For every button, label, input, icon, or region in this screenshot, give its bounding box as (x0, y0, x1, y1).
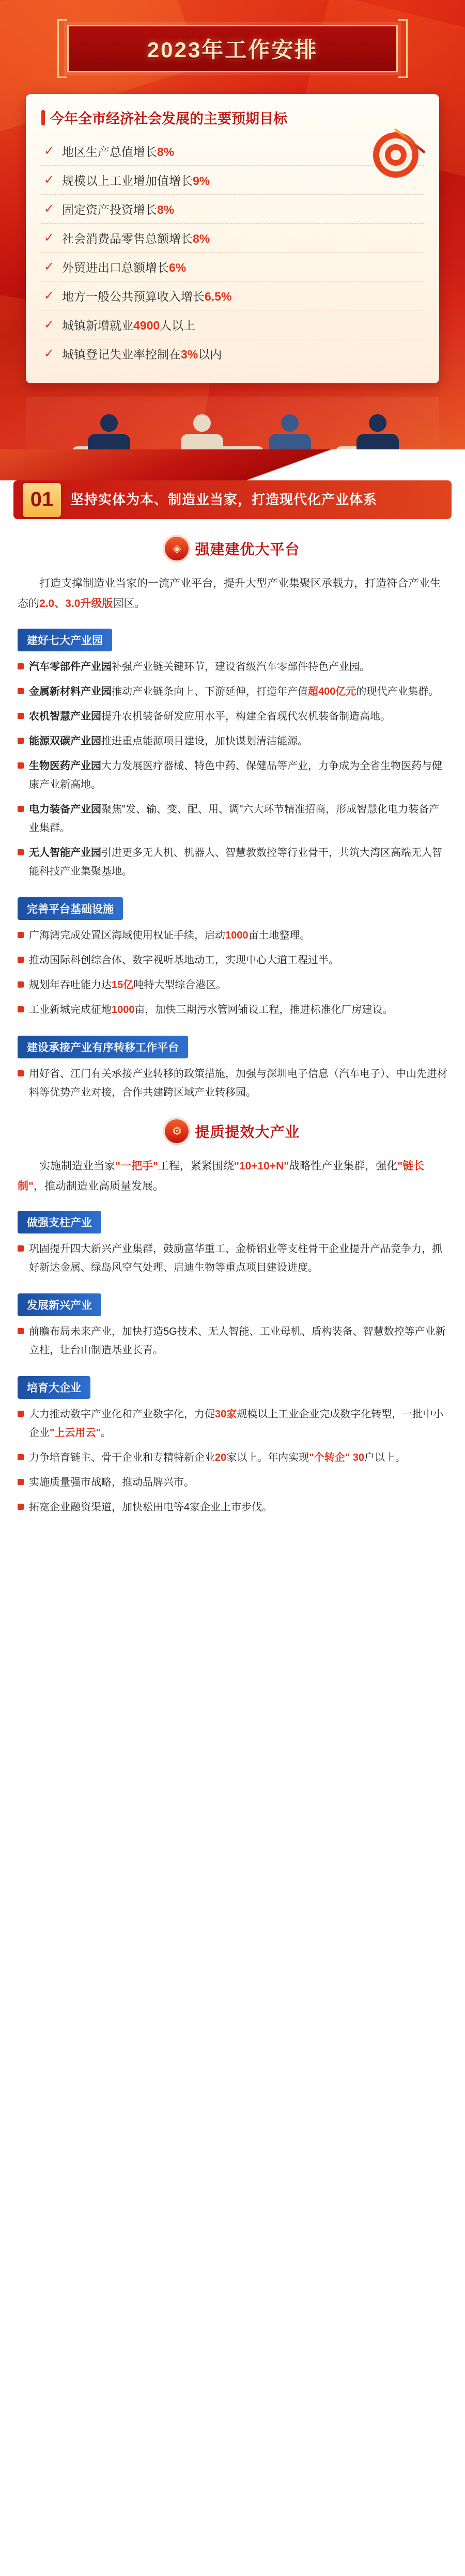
subsection-groups (18, 618, 447, 1102)
list-item (18, 926, 447, 945)
section-header (13, 480, 452, 519)
goals-heading (41, 107, 424, 128)
seal-stamp-icon: ◈ (165, 537, 189, 560)
goal-text: 城镇登记失业率控制在3%以内 (62, 348, 222, 361)
list-item (18, 682, 447, 701)
list-item-text: 前瞻布局未来产业，加快打造5G技术、无人智能、工业母机、盾构装备、智慧数控等产业新立柱，让台山制造基业长青。 (29, 1326, 446, 1356)
goal-row (41, 282, 424, 310)
poster-title: 2023年工作安排 (147, 38, 318, 62)
subsection-lead: 打造支撑制造业当家的一流产业平台，提升大型产业集聚区承载力，打造符合产业生态的2.0、3.0升级版园区。 (18, 577, 441, 610)
check-icon: ✓ (43, 317, 55, 332)
list-item-text: 大力推动数字产业化和产业数字化，力促30家规模以上工业企业完成数字化转型，一批中小企业"上云用云"。 (29, 1409, 444, 1439)
group-tag: 发展新兴产业 (18, 1293, 101, 1316)
bullet-icon (18, 1504, 24, 1510)
list-item (18, 1001, 447, 1019)
highlight-value: "链长制" (18, 1160, 425, 1192)
poster-title-band (67, 25, 398, 72)
list-item-lead-term: 无人智能产业园 (29, 847, 101, 858)
list-item-lead-term: 金属新材料产业园 (29, 685, 112, 697)
goal-value: 4900 (133, 319, 160, 332)
subsection-groups (18, 1200, 447, 1517)
bullet-icon (18, 713, 24, 719)
section-number: 01 (23, 483, 61, 517)
list-item-text: 广海湾完成处置区海域使用权证手续，启动1000亩土地整理。 (29, 929, 311, 941)
bullet-icon (18, 957, 24, 963)
list-item (18, 1473, 447, 1492)
list-item-text: 力争培育链主、骨干企业和专精特新企业20家以上。年内实现"个转企" 30户以上。 (29, 1452, 406, 1464)
bullet-icon (18, 762, 24, 769)
highlight-value: 20 (215, 1452, 227, 1464)
accent-bar-icon (41, 110, 45, 126)
group-tag: 做强支柱产业 (18, 1211, 101, 1234)
list-item-text: 拓宽企业融资渠道，加快松田电等4家企业上市步伐。 (29, 1502, 273, 1513)
list-item (18, 1322, 447, 1360)
bullet-icon (18, 1006, 24, 1012)
people-illustration (26, 397, 439, 449)
list-item (18, 1448, 447, 1467)
bullet-icon (18, 1479, 24, 1485)
bullet-icon (18, 663, 24, 669)
list-item (18, 1065, 447, 1102)
list-item (18, 1405, 447, 1442)
goal-text: 外贸进出口总额增长6% (62, 261, 187, 274)
section-divider (0, 449, 465, 480)
group-tag: 建设承接产业有序转移工作平台 (18, 1036, 188, 1058)
list-item-text: 实施质量强市战略，推动品牌兴市。 (29, 1477, 194, 1489)
highlight-value: 超400亿元 (308, 685, 357, 697)
goal-row (41, 137, 424, 166)
bullet-icon (18, 1245, 24, 1252)
goals-heading-text: 今年全市经济社会发展的主要预期目标 (50, 111, 287, 127)
subsection-lead: 实施制造业当家"一把手"工程，紧紧围绕"10+10+N"战略性产业集群，强化"链长制"，推动制造业高质量发展。 (18, 1160, 425, 1192)
goals-list (41, 137, 424, 368)
highlight-value: 2.0、3.0升级版 (39, 597, 113, 610)
hero-banner (0, 0, 465, 449)
goal-text: 规模以上工业增加值增长9% (62, 174, 210, 188)
list-item-lead-term: 汽车零部件产业园 (29, 661, 112, 673)
list-item (18, 951, 447, 970)
section-title: 坚持实体为本、制造业当家，打造现代化产业体系 (70, 492, 378, 507)
subsection-banner-platform (0, 537, 465, 560)
highlight-value: 15亿 (112, 979, 134, 991)
bullet-icon (18, 688, 24, 694)
highlight-value: 30 (352, 1452, 365, 1464)
list-item-text: 农机智慧产业园提升农机装备研发应用水平，构建全省现代农机装备制造高地。 (29, 710, 391, 722)
goal-row (41, 224, 424, 253)
goal-text: 地区生产总值增长8% (62, 145, 175, 159)
check-icon: ✓ (43, 201, 55, 216)
bullet-icon (18, 981, 24, 988)
goal-text: 社会消费品零售总额增长8% (62, 232, 210, 245)
goal-value: 3% (181, 348, 198, 361)
bullet-icon (18, 1328, 24, 1334)
list-item-text: 工业新城完成征地1000亩，加快三期污水管网铺设工程，推进标准化厂房建设。 (29, 1004, 393, 1016)
bullet-icon (18, 1454, 24, 1460)
bullet-icon (18, 849, 24, 855)
check-icon: ✓ (43, 144, 55, 158)
list-item-text: 规划年吞吐能力达15亿吨特大型综合港区。 (29, 979, 227, 991)
subsection-title: 强建建优大平台 (195, 541, 300, 558)
list-item (18, 757, 447, 794)
goal-text: 地方一般公共预算收入增长6.5% (62, 290, 232, 303)
check-icon: ✓ (43, 173, 55, 187)
check-icon: ✓ (43, 230, 55, 245)
subsection-title: 提质提效大产业 (195, 1123, 300, 1140)
subsection-body-industry (18, 1157, 447, 1517)
list-item-lead-term: 生物医药产业园 (29, 760, 101, 772)
list-item (18, 658, 447, 676)
list-item (18, 707, 447, 726)
goal-value: 6.5% (205, 290, 232, 303)
list-item-text: 生物医药产业园大力发展医疗器械、特色中药、保健品等产业，力争成为全省生物医药与健康产业新高地。 (29, 760, 442, 790)
list-item-text: 金属新材料产业园推动产业链条向上、下游延伸，打造年产值超400亿元的现代产业集群。 (29, 685, 439, 697)
goal-value: 6% (169, 261, 187, 274)
goal-value: 8% (193, 232, 210, 245)
highlight-value: "个转企" (309, 1452, 350, 1464)
list-item-text: 汽车零部件产业园补强产业链关键环节，建设省级汽车零部件特色产业园。 (29, 661, 370, 673)
goal-text: 固定资产投资增长8% (62, 203, 175, 216)
list-item (18, 976, 447, 994)
list-item (18, 800, 447, 837)
goal-row (41, 166, 424, 195)
group-tag: 完善平台基础设施 (18, 897, 123, 920)
list-item-text: 推动国际科创综合体、数字视听基地动工，实现中心大道工程过半。 (29, 954, 339, 966)
bullet-icon (18, 738, 24, 744)
person-figure (88, 414, 130, 449)
list-item-text: 用好省、江门有关承接产业转移的政策措施，加强与深圳电子信息（汽车电子）、中山先进材料等优势产业对接，合作共建跨区域产业转移园。 (29, 1068, 447, 1098)
goals-card (26, 94, 439, 383)
bullet-icon (18, 806, 24, 812)
goal-value: 8% (157, 145, 175, 159)
list-item (18, 1498, 447, 1517)
goal-value: 8% (157, 203, 175, 216)
highlight-value: "一把手" (115, 1160, 158, 1172)
highlight-value: "上云用云" (50, 1427, 101, 1439)
list-item (18, 732, 447, 751)
goal-row (41, 195, 424, 224)
goal-text: 城镇新增就业4900人以上 (62, 319, 196, 332)
content-area (0, 480, 465, 1543)
list-item (18, 844, 447, 881)
list-item (18, 1240, 447, 1277)
bullet-icon (18, 932, 24, 938)
group-tag: 培育大企业 (18, 1376, 90, 1399)
bullet-icon (18, 1411, 24, 1417)
person-figure (181, 414, 223, 449)
person-figure (269, 414, 311, 449)
goal-value: 9% (193, 174, 210, 188)
list-item-text: 巩固提升四大新兴产业集群，鼓励富华重工、金桥铝业等支柱骨干企业提升产品竞争力，抓好新达金属、绿岛风空气处理、启迪生物等重点项目建设进度。 (29, 1243, 442, 1274)
list-item-text: 无人智能产业园引进更多无人机、机器人、智慧教数控等行业骨干，共筑大湾区高端无人智能科技产业集聚基地。 (29, 847, 442, 877)
list-item-text: 能源双碳产业园推进重点能源项目建设，加快谋划清洁能源。 (29, 735, 308, 747)
bullet-icon (18, 1070, 24, 1076)
highlight-value: 1000 (112, 1004, 135, 1016)
highlight-value: 30家 (215, 1409, 237, 1420)
check-icon: ✓ (43, 288, 55, 303)
group-tag: 建好七大产业园 (18, 629, 112, 651)
list-item-lead-term: 能源双碳产业园 (29, 735, 101, 747)
gear-hand-icon: ⚙ (165, 1119, 189, 1143)
goal-row (41, 253, 424, 282)
goal-row (41, 339, 424, 368)
goal-row (41, 310, 424, 339)
person-figure (357, 414, 399, 449)
list-item-lead-term: 电力装备产业园 (29, 803, 101, 815)
subsection-banner-industry (0, 1119, 465, 1143)
check-icon: ✓ (43, 259, 55, 274)
list-item-text: 电力装备产业园聚焦"发、输、变、配、用、调"六大环节精准招商，形成智慧化电力装备产业集群。 (29, 803, 440, 834)
check-icon: ✓ (43, 346, 55, 361)
subsection-body-platform (18, 574, 447, 1102)
list-item-lead-term: 农机智慧产业园 (29, 710, 101, 722)
target-dartboard-icon (372, 131, 420, 179)
highlight-value: "10+10+N" (234, 1160, 289, 1172)
highlight-value: 1000 (225, 929, 249, 941)
